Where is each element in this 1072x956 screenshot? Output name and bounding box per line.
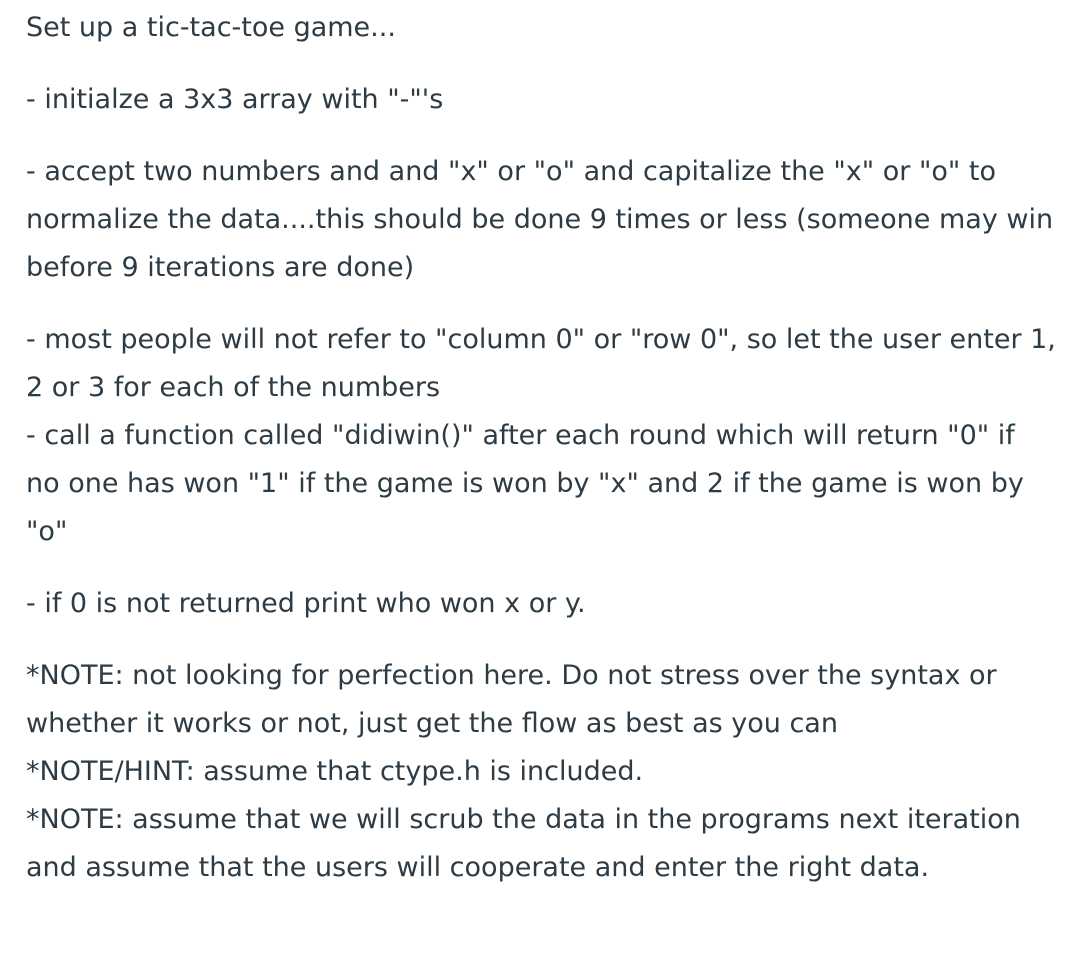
paragraph-print-winner — [26, 580, 1056, 628]
paragraph-title — [26, 4, 1056, 52]
line-print-winner: - if 0 is not returned print who won x or y. — [26, 588, 586, 619]
paragraph-rules — [26, 316, 1056, 556]
line-didiwin-function: - call a function called "didiwin()" after each round which will return "0" if no one has won "1" if the game is won by "x" and 2 if the game is won by "o" — [26, 420, 1024, 547]
paragraph-gap — [26, 124, 1056, 148]
line-note-perfection: *NOTE: not looking for perfection here. Do not stress over the syntax or whether it works or not, just get the flow as best as you can — [26, 660, 997, 739]
paragraph-gap — [26, 628, 1056, 652]
assignment-document — [26, 0, 1056, 892]
paragraph-initialize — [26, 76, 1056, 124]
line-accept-input: - accept two numbers and and "x" or "o" and capitalize the "x" or "o" to normalize the data....this should be done 9 times or less (someone may win before 9 iterations are done) — [26, 156, 1054, 283]
paragraph-accept — [26, 148, 1056, 292]
line-row-column-numbering: - most people will not refer to "column 0" or "row 0", so let the user enter 1, 2 or 3 for each of the numbers — [26, 324, 1056, 403]
line-note-scrub-data: *NOTE: assume that we will scrub the data in the programs next iteration and assume that the users will cooperate and enter the right data. — [26, 804, 1021, 883]
paragraph-gap — [26, 556, 1056, 580]
line-title: Set up a tic-tac-toe game... — [26, 12, 396, 43]
paragraph-notes — [26, 652, 1056, 892]
line-initialize-array: - initialze a 3x3 array with "-"'s — [26, 84, 444, 115]
paragraph-gap — [26, 52, 1056, 76]
paragraph-gap — [26, 292, 1056, 316]
line-note-ctype: *NOTE/HINT: assume that ctype.h is included. — [26, 756, 644, 787]
